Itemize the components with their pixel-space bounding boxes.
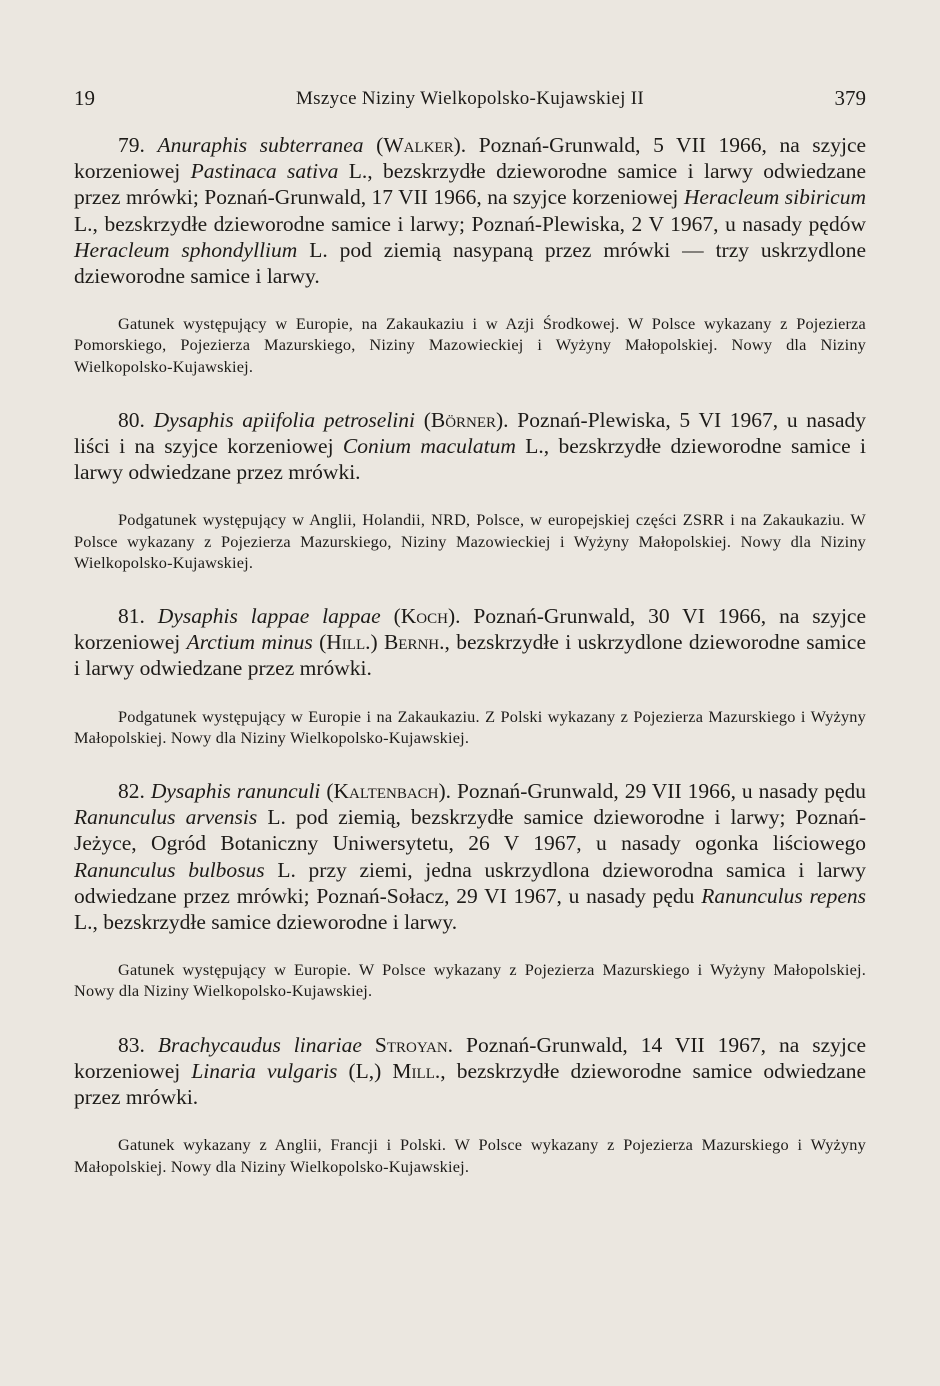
taxon-author: (Börner). bbox=[423, 407, 509, 432]
entry-text: L., bezskrzydłe dzieworodne samice i larwy odwiedzane przez mrówki. bbox=[74, 434, 866, 485]
host-plant: Arctium minus bbox=[186, 630, 313, 655]
host-plant: Pastinaca sativa bbox=[190, 159, 339, 184]
host-plant: Heracleum sibiricum bbox=[683, 185, 867, 210]
entry-number: 83. bbox=[118, 1032, 145, 1057]
host-plant: Heracleum sphondyllium bbox=[74, 237, 298, 262]
page-body bbox=[74, 132, 866, 1177]
distribution-note-82: Gatunek występujący w Europie. W Polsce wykazany z Pojezierza Mazurskiego i Wyżyny Małopolskiej. Nowy dla Niziny Wielkopolsko-Kujawskiej. bbox=[74, 960, 866, 1001]
entry-text: L. pod ziemią, bezskrzydłe samice dzieworodne i larwy; Poznań-Jeżyce, Ogród Botaniczny Uniwersytetu, 26 V 1967, u nasady ogonka liściowego bbox=[74, 805, 866, 856]
taxon-name: Anuraphis subterranea bbox=[157, 133, 364, 157]
taxon-name: Brachycaudus linariae bbox=[157, 1032, 362, 1057]
taxon-author: Stroyan. bbox=[374, 1032, 454, 1057]
entry-text: , bezskrzydłe dzieworodne samice odwiedzane przez mrówki. bbox=[74, 1058, 867, 1110]
entry-text: Poznań-Grunwald, 14 VII 1967, na szyjce korzeniowej bbox=[74, 1032, 866, 1083]
page-number-right: 379 bbox=[834, 86, 866, 110]
page-number-left: 19 bbox=[74, 86, 95, 110]
host-plant: Ranunculus bulbosus bbox=[74, 857, 265, 882]
taxon-author: (Walker). bbox=[376, 133, 467, 157]
taxon-name: Dysaphis lappae lappae bbox=[157, 604, 381, 629]
plant-author: (Hill.) Bernh. bbox=[319, 630, 445, 655]
species-entry-80 bbox=[74, 407, 866, 486]
entry-text: Poznań-Grunwald, 30 VI 1966, na szyjce korzeniowej bbox=[74, 604, 866, 655]
species-entry-83 bbox=[74, 1032, 866, 1111]
entry-text: Poznań-Plewiska, 5 VI 1967, u nasady liści i na szyjce korzeniowej bbox=[74, 407, 867, 459]
distribution-note-81: Podgatunek występujący w Europie i na Zakaukaziu. Z Polski wykazany z Pojezierza Mazurskiego i Wyżyny Małopolskiej. Nowy dla Niziny Wielkopolsko-Kujawskiej. bbox=[74, 706, 866, 747]
distribution-note-79: Gatunek występujący w Europie, na Zakaukaziu i w Azji Środkowej. W Polsce wykazany z Pojezierza Pomorskiego, Pojezierza Mazurskiego, Niziny Mazowieckiej i Wyżyny Małopolskiej. Nowy dla Niziny Wielkopolsko-Kujawskiej. bbox=[74, 314, 866, 376]
running-title: Mszyce Niziny Wielkopolsko-Kujawskiej II bbox=[295, 88, 645, 109]
entry-number: 80. bbox=[118, 407, 145, 432]
species-entry-82 bbox=[74, 778, 866, 935]
host-plant: Ranunculus arvensis bbox=[74, 805, 258, 830]
taxon-name: Dysaphis apiifolia petroselini bbox=[153, 407, 415, 432]
entry-text: Poznań-Grunwald, 5 VII 1966, na szyjce korzeniowej bbox=[74, 133, 867, 184]
distribution-note-80: Podgatunek występujący w Anglii, Holandii, NRD, Polsce, w europejskiej części ZSRR i na Zakaukaziu. W Polsce wykazany z Pojezierza Mazurskiego, Niziny Mazowieckiej i Wyżyny Małopolskiej. Nowy dla Niziny Wielkopolsko-Kujawskiej. bbox=[74, 510, 866, 572]
entry-number: 81. bbox=[118, 604, 145, 629]
entry-text: L. pod ziemią nasypaną przez mrówki — trzy uskrzydlone dzieworodne samice i larwy. bbox=[74, 237, 866, 289]
host-plant: Linaria vulgaris bbox=[191, 1058, 338, 1083]
species-entry-79 bbox=[74, 132, 866, 289]
taxon-author: (Koch). bbox=[393, 604, 461, 629]
entry-number: 82. bbox=[118, 779, 145, 804]
entry-text: L., bezskrzydłe dzieworodne samice i larwy; Poznań-Plewiska, 2 V 1967, u nasady pędów bbox=[74, 211, 866, 236]
running-header bbox=[74, 86, 866, 116]
host-plant: Ranunculus repens bbox=[701, 883, 866, 908]
entry-text: (L,) bbox=[337, 1058, 393, 1083]
distribution-note-83: Gatunek wykazany z Anglii, Francji i Polski. W Polsce wykazany z Pojezierza Mazurskiego i Wyżyny Małopolskiej. Nowy dla Niziny Wielkopolsko-Kujawskiej. bbox=[74, 1135, 866, 1176]
entry-text: L., bezskrzydłe samice dzieworodne i larwy. bbox=[74, 910, 458, 935]
species-entry-81 bbox=[74, 603, 866, 682]
entry-text: Poznań-Grunwald, 29 VII 1966, u nasady pędu bbox=[451, 779, 867, 804]
taxon-author: (Kaltenbach). bbox=[326, 779, 452, 804]
entry-number: 79. bbox=[118, 133, 145, 157]
entry-text: , bezskrzydłe i uskrzydlone dzieworodne samice i larwy odwiedzane przez mrówki. bbox=[74, 630, 866, 681]
taxon-name: Dysaphis ranunculi bbox=[150, 779, 321, 804]
entry-text: L. przy ziemi, jedna uskrzydlona dzieworodna samica i larwy odwiedzane przez mrówki; Poznań-Sołacz, 29 VI 1967, u nasady pędu bbox=[74, 857, 866, 908]
entry-text: L., bezskrzydłe dzieworodne samice i larwy odwiedzane przez mrówki; Poznań-Grunwald, 17 VII 1966, na szyjce korzeniowej bbox=[74, 159, 866, 210]
host-plant: Conium maculatum bbox=[342, 434, 516, 459]
plant-author: Mill. bbox=[392, 1058, 441, 1083]
